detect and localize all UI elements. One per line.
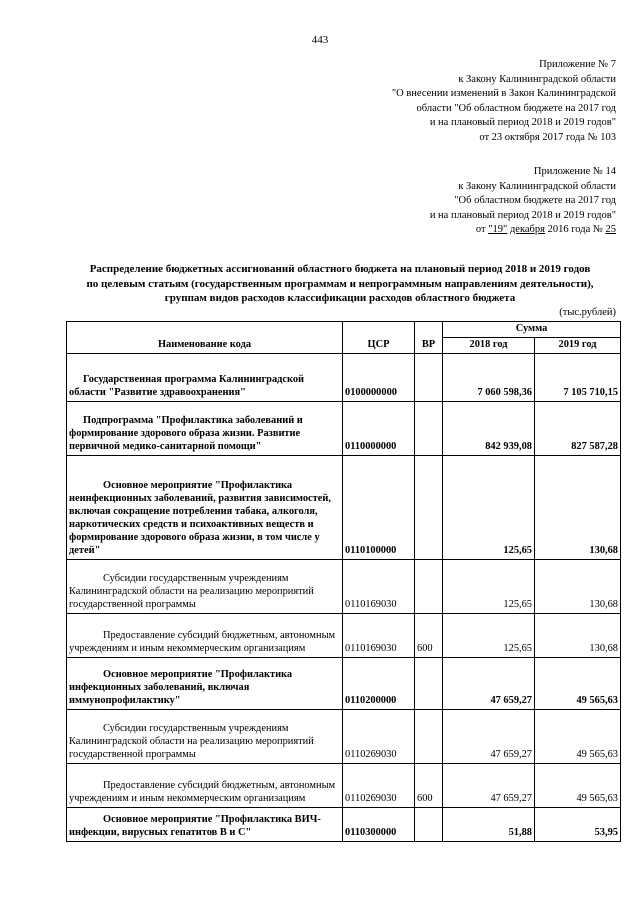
- row-name: Государственная программа Калининградской области "Развитие здравоохранения": [67, 353, 343, 401]
- appendix-7-line: Приложение № 7: [539, 59, 616, 70]
- row-csr: 0110300000: [343, 807, 415, 841]
- appendix-7-line: "О внесении изменений в Закон Калининградской: [391, 88, 616, 100]
- row-2018: 7 060 598,36: [443, 353, 535, 401]
- date-prefix: от: [475, 224, 486, 236]
- appendix-14-line: и на плановый период 2018 и 2019 годов": [429, 209, 616, 221]
- row-csr: 0110100000: [343, 455, 415, 559]
- row-vr: 600: [415, 763, 443, 807]
- header-name: Наименование кода: [67, 322, 343, 354]
- appendix-7-line: к Закону Калининградской области: [458, 73, 616, 85]
- row-2018: 51,88: [443, 807, 535, 841]
- appendix-14-line: "Об областном бюджете на 2017 год: [454, 195, 616, 207]
- appendix-14-date-line: [430, 223, 616, 238]
- header-sum: Сумма: [443, 322, 621, 338]
- row-name: Основное мероприятие "Профилактика ВИЧ-инфекции, вирусных гепатитов В и С": [67, 807, 343, 841]
- row-name: Субсидии государственным учреждениям Калининградской области на реализацию мероприятий государственной программы: [67, 559, 343, 613]
- row-csr: 0110269030: [343, 763, 415, 807]
- row-vr: [415, 559, 443, 613]
- row-2019: 49 565,63: [535, 657, 621, 709]
- row-2018: 842 939,08: [443, 401, 535, 455]
- table-row: [67, 763, 621, 807]
- row-2019: 49 565,63: [535, 763, 621, 807]
- row-2018: 125,65: [443, 613, 535, 657]
- row-2019: 827 587,28: [535, 401, 621, 455]
- appendix-7-header: [392, 58, 616, 146]
- title-line: группам видов расходов классификации расходов областного бюджета: [164, 292, 516, 305]
- row-name: Подпрограмма "Профилактика заболеваний и формирование здорового образа жизни. Развитие первичной медико-санитарной помощи": [67, 401, 343, 455]
- law-number: 25: [605, 224, 616, 236]
- header-csr: ЦСР: [343, 322, 415, 354]
- row-name: Субсидии государственным учреждениям Калининградской области на реализацию мероприятий государственной программы: [67, 709, 343, 763]
- page-number: 443: [311, 34, 329, 46]
- row-vr: 600: [415, 613, 443, 657]
- row-csr: 0110000000: [343, 401, 415, 455]
- date-month: декабря: [509, 224, 545, 236]
- appendix-14-header: [430, 165, 616, 238]
- title-line: по целевым статьям (государственным программам и непрограммным направлениям деятельности),: [86, 277, 594, 290]
- row-2018: 47 659,27: [443, 763, 535, 807]
- row-name: Предоставление субсидий бюджетным, автономным учреждениям и иным некоммерческим организациям: [67, 763, 343, 807]
- table-row: [67, 559, 621, 613]
- row-2018: 125,65: [443, 455, 535, 559]
- row-2018: 47 659,27: [443, 709, 535, 763]
- table-row: [67, 353, 621, 401]
- row-csr: 0110169030: [343, 559, 415, 613]
- row-name: Основное мероприятие "Профилактика неинфекционных заболеваний, развития зависимостей, включая сокращение потребления табака, алкоголя, наркотических средств и психоактивных веществ и формирование здорового образа жизни, в том числе у детей": [67, 455, 343, 559]
- table-row: [67, 807, 621, 841]
- date-year: 2016 года №: [547, 224, 603, 236]
- row-name: Предоставление субсидий бюджетным, автономным учреждениям и иным некоммерческим организациям: [67, 613, 343, 657]
- row-csr: 0100000000: [343, 353, 415, 401]
- row-vr: [415, 455, 443, 559]
- table-row: [67, 613, 621, 657]
- units-label: (тыс.рублей): [559, 307, 616, 318]
- row-csr: 0110169030: [343, 613, 415, 657]
- row-vr: [415, 401, 443, 455]
- appendix-14-line: к Закону Калининградской области: [458, 180, 616, 192]
- table-row: [67, 401, 621, 455]
- row-2018: 125,65: [443, 559, 535, 613]
- date-day: "19": [488, 224, 508, 236]
- row-2019: 7 105 710,15: [535, 353, 621, 401]
- row-2018: 47 659,27: [443, 657, 535, 709]
- table-row: [67, 455, 621, 559]
- row-csr: 0110200000: [343, 657, 415, 709]
- appendix-14-line: Приложение № 14: [533, 166, 616, 177]
- row-name: Основное мероприятие "Профилактика инфекционных заболеваний, включая иммунопрофилактику": [67, 657, 343, 709]
- header-2019: 2019 год: [535, 337, 621, 353]
- row-2019: 130,68: [535, 559, 621, 613]
- appendix-7-line: от 23 октября 2017 года № 103: [479, 131, 616, 143]
- row-vr: [415, 657, 443, 709]
- title-line: Распределение бюджетных ассигнований областного бюджета на плановый период 2018 и 2019 годов: [89, 263, 591, 275]
- row-vr: [415, 709, 443, 763]
- table-row: [67, 657, 621, 709]
- appendix-7-line: и на плановый период 2018 и 2019 годов": [429, 117, 616, 129]
- budget-table: [66, 321, 621, 842]
- row-2019: 130,68: [535, 613, 621, 657]
- row-csr: 0110269030: [343, 709, 415, 763]
- header-2018: 2018 год: [443, 337, 535, 353]
- document-title: [60, 262, 620, 306]
- row-vr: [415, 807, 443, 841]
- appendix-7-line: области "Об областном бюджете на 2017 год: [416, 102, 616, 114]
- table-row: [67, 709, 621, 763]
- row-2019: 53,95: [535, 807, 621, 841]
- row-2019: 49 565,63: [535, 709, 621, 763]
- header-vr: ВР: [415, 322, 443, 354]
- row-2019: 130,68: [535, 455, 621, 559]
- row-vr: [415, 353, 443, 401]
